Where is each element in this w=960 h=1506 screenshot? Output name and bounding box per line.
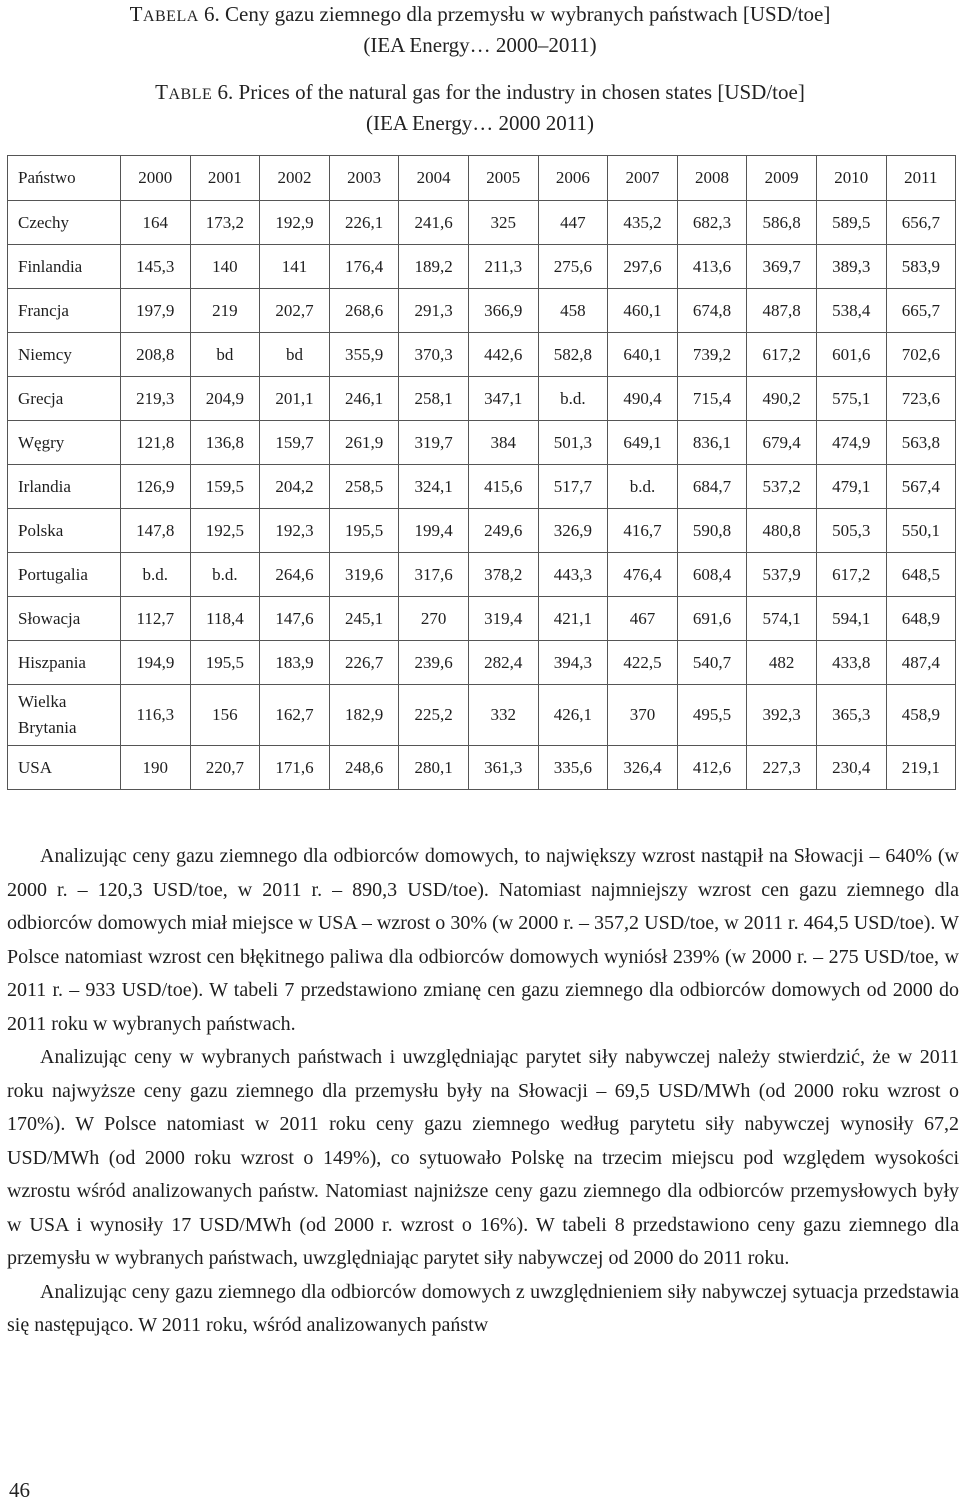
price-cell: 208,8 bbox=[121, 333, 191, 377]
country-cell: Francja bbox=[8, 289, 121, 333]
price-cell: 230,4 bbox=[816, 746, 886, 790]
caption-pl-source: (IEA Energy… 2000–2011) bbox=[363, 33, 597, 57]
table-row bbox=[8, 377, 956, 421]
price-cell: 156 bbox=[190, 685, 260, 746]
price-cell: 239,6 bbox=[399, 641, 469, 685]
price-cell: 583,9 bbox=[886, 245, 956, 289]
paragraph: Analizując ceny w wybranych państwach i uwzględniając parytet siły nabywczej należy stwierdzić, że w 2011 roku najwyższe ceny gazu ziemnego dla przemysłu były na Słowacji – 69,5 USD/MWh (od 2000 roku wzrost o 170%). W Polsce natomiast w 2011 roku ceny gazu ziemnego według parytetu siły nabywczej wynosiły 67,2 USD/MWh (od 2000 roku wzrost o 149%), co sytuowało Polskę na trzecim miejscu pod względem wysokości wzrostu wśród analizowanych państw. Natomiast najniższe ceny gazu ziemnego dla odbiorców przemysłowych były w USA i wynosiły 17 USD/MWh (od 2000 r. wzrost o 16%). W tabeli 8 przedstawiono ceny gazu ziemnego dla przemysłu w wybranych państwach, uwzględniając parytet siły nabywczej od 2000 do 2011 roku. bbox=[7, 1046, 959, 1269]
price-cell: 540,7 bbox=[677, 641, 747, 685]
price-cell: 476,4 bbox=[608, 553, 678, 597]
price-cell: 121,8 bbox=[121, 421, 191, 465]
price-cell: 460,1 bbox=[608, 289, 678, 333]
price-cell: 487,8 bbox=[747, 289, 817, 333]
price-cell: 248,6 bbox=[329, 746, 399, 790]
price-cell: 392,3 bbox=[747, 685, 817, 746]
table-row bbox=[8, 641, 956, 685]
price-cell: b.d. bbox=[190, 553, 260, 597]
price-cell: 517,7 bbox=[538, 465, 608, 509]
price-cell: 204,2 bbox=[260, 465, 330, 509]
price-cell: 319,4 bbox=[468, 597, 538, 641]
price-cell: b.d. bbox=[538, 377, 608, 421]
price-cell: 219,1 bbox=[886, 746, 956, 790]
price-cell: 211,3 bbox=[468, 245, 538, 289]
caption-pl-title: Ceny gazu ziemnego dla przemysłu w wybranych państwach [USD/toe] bbox=[225, 2, 831, 26]
price-cell: 458,9 bbox=[886, 685, 956, 746]
price-cell: 378,2 bbox=[468, 553, 538, 597]
price-cell: 291,3 bbox=[399, 289, 469, 333]
price-cell: 162,7 bbox=[260, 685, 330, 746]
header-year: 2004 bbox=[399, 156, 469, 201]
price-cell: 586,8 bbox=[747, 201, 817, 245]
price-cell: 147,6 bbox=[260, 597, 330, 641]
price-cell: 319,7 bbox=[399, 421, 469, 465]
table-row bbox=[8, 333, 956, 377]
price-cell: 126,9 bbox=[121, 465, 191, 509]
price-cell: 608,4 bbox=[677, 553, 747, 597]
price-cell: 723,6 bbox=[886, 377, 956, 421]
price-cell: 246,1 bbox=[329, 377, 399, 421]
caption-en-title-line bbox=[0, 78, 960, 109]
price-cell: 474,9 bbox=[816, 421, 886, 465]
price-cell: 550,1 bbox=[886, 509, 956, 553]
price-cell: 443,3 bbox=[538, 553, 608, 597]
table-row bbox=[8, 553, 956, 597]
paragraph: Analizując ceny gazu ziemnego dla odbiorców domowych, to największy wzrost nastąpił na Słowacji – 640% (w 2000 r. – 120,3 USD/toe, w 2011 r. – 890,3 USD/toe). Natomiast najmniejszy wzrost cen gazu ziemnego dla odbiorców domowych miał miejsce w USA – wzrost o 30% (w 2000 r. – 357,2 USD/toe, w 2011 r. 464,5 USD/toe). W Polsce natomiast wzrost cen błękitnego paliwa dla odbiorców domowych wyniósł 239% (w 2000 r. – 275 USD/toe, w 2011 r. – 933 USD/toe). W tabeli 7 przedstawiono zmianę cen gazu ziemnego dla odbiorców domowych od 2000 do 2011 roku w wybranych państwach. bbox=[7, 845, 959, 1035]
table-row bbox=[8, 201, 956, 245]
price-cell: 594,1 bbox=[816, 597, 886, 641]
header-year: 2001 bbox=[190, 156, 260, 201]
price-cell: 601,6 bbox=[816, 333, 886, 377]
price-cell: 501,3 bbox=[538, 421, 608, 465]
price-cell: 241,6 bbox=[399, 201, 469, 245]
price-cell: 192,9 bbox=[260, 201, 330, 245]
table-row bbox=[8, 746, 956, 790]
price-cell: 264,6 bbox=[260, 553, 330, 597]
price-cell: 326,9 bbox=[538, 509, 608, 553]
price-cell: 582,8 bbox=[538, 333, 608, 377]
price-cell: 590,8 bbox=[677, 509, 747, 553]
price-cell: 617,2 bbox=[816, 553, 886, 597]
price-cell: 258,5 bbox=[329, 465, 399, 509]
country-cell: Portugalia bbox=[8, 553, 121, 597]
price-cell: b.d. bbox=[608, 465, 678, 509]
table-header-row bbox=[8, 156, 956, 201]
table-row bbox=[8, 685, 956, 746]
price-cell: 297,6 bbox=[608, 245, 678, 289]
price-cell: 567,4 bbox=[886, 465, 956, 509]
price-cell: 116,3 bbox=[121, 685, 191, 746]
price-cell: 487,4 bbox=[886, 641, 956, 685]
country-cell: USA bbox=[8, 746, 121, 790]
price-cell: 227,3 bbox=[747, 746, 817, 790]
price-cell: 480,8 bbox=[747, 509, 817, 553]
price-cell: 347,1 bbox=[468, 377, 538, 421]
paragraph: Analizując ceny gazu ziemnego dla odbiorców domowych z uwzględnieniem siły nabywczej sytuacja przedstawia się następująco. W 2011 roku, wśród analizowanych państw bbox=[7, 1280, 959, 1336]
price-cell: 458 bbox=[538, 289, 608, 333]
price-cell: 182,9 bbox=[329, 685, 399, 746]
country-cell: Węgry bbox=[8, 421, 121, 465]
price-cell: 335,6 bbox=[538, 746, 608, 790]
price-cell: 176,4 bbox=[329, 245, 399, 289]
price-cell: 836,1 bbox=[677, 421, 747, 465]
price-cell: 140 bbox=[190, 245, 260, 289]
country-cell: Niemcy bbox=[8, 333, 121, 377]
table-caption-polish bbox=[0, 0, 960, 59]
price-cell: 384 bbox=[468, 421, 538, 465]
price-cell: 684,7 bbox=[677, 465, 747, 509]
price-cell: 201,1 bbox=[260, 377, 330, 421]
price-cell: 249,6 bbox=[468, 509, 538, 553]
price-cell: 171,6 bbox=[260, 746, 330, 790]
price-cell: 219,3 bbox=[121, 377, 191, 421]
page-number: 46 bbox=[9, 1478, 30, 1502]
caption-en-label: TABLE bbox=[155, 80, 213, 104]
price-cell: 370 bbox=[608, 685, 678, 746]
price-cell: 366,9 bbox=[468, 289, 538, 333]
price-cell: 136,8 bbox=[190, 421, 260, 465]
header-year: 2008 bbox=[677, 156, 747, 201]
price-cell: 194,9 bbox=[121, 641, 191, 685]
caption-pl-label: TABELA bbox=[129, 2, 199, 26]
price-cell: 413,6 bbox=[677, 245, 747, 289]
price-cell: 141 bbox=[260, 245, 330, 289]
header-year: 2006 bbox=[538, 156, 608, 201]
price-cell: 369,7 bbox=[747, 245, 817, 289]
price-cell: 219 bbox=[190, 289, 260, 333]
header-year: 2003 bbox=[329, 156, 399, 201]
price-cell: 538,4 bbox=[816, 289, 886, 333]
price-cell: 145,3 bbox=[121, 245, 191, 289]
caption-pl-title-line bbox=[0, 0, 960, 31]
price-cell: 192,3 bbox=[260, 509, 330, 553]
price-cell: 435,2 bbox=[608, 201, 678, 245]
price-cell: 674,8 bbox=[677, 289, 747, 333]
country-cell: Irlandia bbox=[8, 465, 121, 509]
price-cell: 426,1 bbox=[538, 685, 608, 746]
price-cell: 682,3 bbox=[677, 201, 747, 245]
price-cell: 192,5 bbox=[190, 509, 260, 553]
price-cell: 118,4 bbox=[190, 597, 260, 641]
price-cell: 665,7 bbox=[886, 289, 956, 333]
country-cell: Hiszpania bbox=[8, 641, 121, 685]
price-cell: 649,1 bbox=[608, 421, 678, 465]
price-cell: 112,7 bbox=[121, 597, 191, 641]
body-text bbox=[7, 840, 959, 1343]
country-cell: Polska bbox=[8, 509, 121, 553]
price-cell: 280,1 bbox=[399, 746, 469, 790]
price-cell: 648,5 bbox=[886, 553, 956, 597]
price-cell: 574,1 bbox=[747, 597, 817, 641]
price-cell: 317,6 bbox=[399, 553, 469, 597]
caption-en-source: (IEA Energy… 2000 2011) bbox=[365, 111, 595, 135]
country-cell: Wielka Brytania bbox=[8, 685, 121, 746]
price-cell: 183,9 bbox=[260, 641, 330, 685]
price-cell: 537,9 bbox=[747, 553, 817, 597]
price-cell: 147,8 bbox=[121, 509, 191, 553]
header-year: 2007 bbox=[608, 156, 678, 201]
gas-price-table bbox=[7, 155, 956, 790]
price-cell: 190 bbox=[121, 746, 191, 790]
price-cell: 189,2 bbox=[399, 245, 469, 289]
price-cell: 365,3 bbox=[816, 685, 886, 746]
price-cell: 537,2 bbox=[747, 465, 817, 509]
price-cell: 319,6 bbox=[329, 553, 399, 597]
price-cell: 739,2 bbox=[677, 333, 747, 377]
price-cell: 268,6 bbox=[329, 289, 399, 333]
price-cell: 261,9 bbox=[329, 421, 399, 465]
price-cell: 370,3 bbox=[399, 333, 469, 377]
price-cell: 422,5 bbox=[608, 641, 678, 685]
caption-en-number: 6. bbox=[217, 80, 234, 104]
price-cell: 389,3 bbox=[816, 245, 886, 289]
table-caption-english bbox=[0, 78, 960, 137]
price-cell: 159,7 bbox=[260, 421, 330, 465]
price-cell: 679,4 bbox=[747, 421, 817, 465]
table-row bbox=[8, 597, 956, 641]
price-cell: 159,5 bbox=[190, 465, 260, 509]
price-cell: 617,2 bbox=[747, 333, 817, 377]
country-cell: Finlandia bbox=[8, 245, 121, 289]
price-cell: 421,1 bbox=[538, 597, 608, 641]
price-cell: 173,2 bbox=[190, 201, 260, 245]
caption-pl-number: 6. bbox=[204, 2, 220, 26]
price-cell: 164 bbox=[121, 201, 191, 245]
price-cell: 415,6 bbox=[468, 465, 538, 509]
header-year: 2002 bbox=[260, 156, 330, 201]
price-cell: 195,5 bbox=[190, 641, 260, 685]
price-cell: bd bbox=[260, 333, 330, 377]
price-cell: 691,6 bbox=[677, 597, 747, 641]
price-cell: 640,1 bbox=[608, 333, 678, 377]
price-cell: 433,8 bbox=[816, 641, 886, 685]
price-cell: 270 bbox=[399, 597, 469, 641]
price-cell: 490,4 bbox=[608, 377, 678, 421]
header-year: 2010 bbox=[816, 156, 886, 201]
price-cell: 467 bbox=[608, 597, 678, 641]
table-row bbox=[8, 421, 956, 465]
caption-en-title: Prices of the natural gas for the industry in chosen states [USD/toe] bbox=[238, 80, 805, 104]
country-cell: Grecja bbox=[8, 377, 121, 421]
price-cell: 326,4 bbox=[608, 746, 678, 790]
price-cell: 589,5 bbox=[816, 201, 886, 245]
price-cell: 204,9 bbox=[190, 377, 260, 421]
price-cell: 226,7 bbox=[329, 641, 399, 685]
header-country: Państwo bbox=[8, 156, 121, 201]
price-cell: 482 bbox=[747, 641, 817, 685]
price-cell: 412,6 bbox=[677, 746, 747, 790]
price-cell: 575,1 bbox=[816, 377, 886, 421]
price-cell: 258,1 bbox=[399, 377, 469, 421]
country-cell: Czechy bbox=[8, 201, 121, 245]
price-cell: 490,2 bbox=[747, 377, 817, 421]
price-cell: 275,6 bbox=[538, 245, 608, 289]
table-row bbox=[8, 465, 956, 509]
header-year: 2005 bbox=[468, 156, 538, 201]
price-cell: 447 bbox=[538, 201, 608, 245]
price-cell: bd bbox=[190, 333, 260, 377]
price-cell: 225,2 bbox=[399, 685, 469, 746]
price-cell: 563,8 bbox=[886, 421, 956, 465]
price-cell: 656,7 bbox=[886, 201, 956, 245]
price-cell: 202,7 bbox=[260, 289, 330, 333]
price-cell: 361,3 bbox=[468, 746, 538, 790]
table-body bbox=[8, 201, 956, 790]
price-cell: 479,1 bbox=[816, 465, 886, 509]
country-cell: Słowacja bbox=[8, 597, 121, 641]
header-year: 2009 bbox=[747, 156, 817, 201]
price-cell: 332 bbox=[468, 685, 538, 746]
header-year: 2011 bbox=[886, 156, 956, 201]
price-cell: 324,1 bbox=[399, 465, 469, 509]
price-cell: b.d. bbox=[121, 553, 191, 597]
price-cell: 245,1 bbox=[329, 597, 399, 641]
price-cell: 197,9 bbox=[121, 289, 191, 333]
header-year: 2000 bbox=[121, 156, 191, 201]
price-cell: 495,5 bbox=[677, 685, 747, 746]
price-cell: 355,9 bbox=[329, 333, 399, 377]
price-cell: 325 bbox=[468, 201, 538, 245]
table-row bbox=[8, 289, 956, 333]
price-cell: 505,3 bbox=[816, 509, 886, 553]
price-cell: 442,6 bbox=[468, 333, 538, 377]
price-cell: 715,4 bbox=[677, 377, 747, 421]
price-cell: 195,5 bbox=[329, 509, 399, 553]
price-cell: 282,4 bbox=[468, 641, 538, 685]
price-cell: 416,7 bbox=[608, 509, 678, 553]
table-row bbox=[8, 509, 956, 553]
table-row bbox=[8, 245, 956, 289]
price-cell: 394,3 bbox=[538, 641, 608, 685]
price-cell: 199,4 bbox=[399, 509, 469, 553]
price-cell: 220,7 bbox=[190, 746, 260, 790]
price-cell: 226,1 bbox=[329, 201, 399, 245]
price-cell: 648,9 bbox=[886, 597, 956, 641]
price-cell: 702,6 bbox=[886, 333, 956, 377]
